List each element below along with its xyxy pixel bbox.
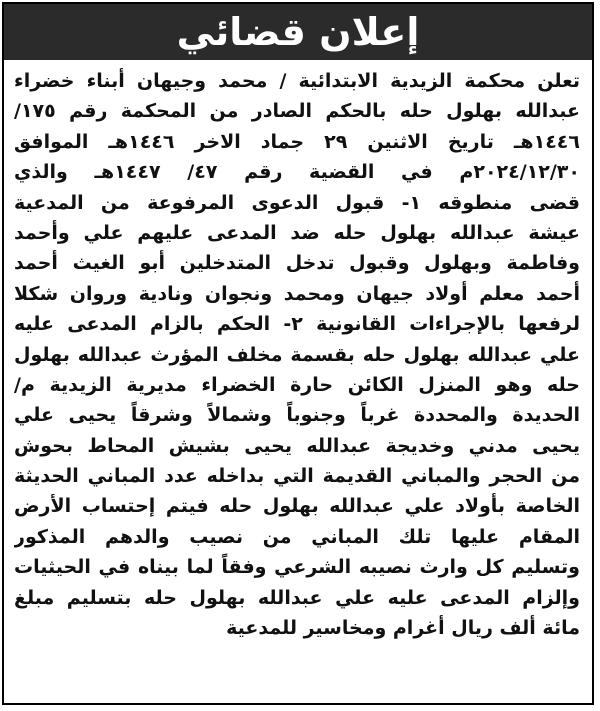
notice-header — [4, 4, 592, 60]
notice-line-9: لرفعها بالإجراءات القانونية ٢- الحكم بالزام المدعى عليه — [14, 313, 580, 336]
notice-line-17: وتسليم كل وارث نصيبه الشرعي وفقاً لما بيناه في الحيثيات — [14, 556, 580, 579]
notice-line-3: ١٤٤٦هـ تاريخ الاثنين ٢٩ جماد الاخر ١٤٤٦هـ الموافق — [14, 130, 580, 153]
notice-line-8: أحمد معلم أولاد جيهان ومحمد ونجوان ونادية وروان شكلا — [14, 282, 580, 305]
notice-line-7: وفاطمة وبهلول وقبول تدخل المتدخلين أبو الغيث أحمد — [14, 252, 580, 275]
notice-line-18: وإلزام المدعى عليه علي عبدالله بهلول حله بتسليم مبلغ — [14, 586, 580, 609]
notice-line-15: الخاصة بأولاد علي عبدالله بهلول حله فيتم إحتساب الأرض — [14, 495, 580, 518]
notice-line-12: الحديدة والمحددة غرباً وجنوباً وشمالاً وشرقاً يحيى علي — [14, 404, 580, 427]
notice-body — [14, 66, 580, 695]
notice-line-19: مائة ألف ريال أغرام ومخاسير للمدعية — [226, 617, 580, 640]
notice-line-10: علي عبدالله بهلول حله بقسمة مخلف المؤرث عبدالله بهلول — [14, 343, 580, 366]
notice-line-16: المقام عليها تلك المباني من نصيب والدهم المذكور — [14, 525, 580, 548]
notice-line-4: ٢٠٢٤/١٢/٣٠م في القضية رقم ٤٧/ ١٤٤٧هـ والذي — [14, 161, 580, 184]
notice-line-11: حله وهو المنزل الكائن حارة الخضراء مديرية الزيدية م/ — [14, 373, 580, 396]
notice-line-6: عيشة عبدالله بهلول حله ضد المدعى عليهم علي وأحمد — [14, 221, 580, 244]
notice-line-14: من الحجر والمباني القديمة التي بداخله عدد المباني الحديثة — [14, 465, 580, 488]
notice-line-5: قضى منطوقه ١- قبول الدعوى المرفوعة من المدعية — [14, 191, 580, 214]
notice-title: إعلان قضائي — [176, 10, 420, 54]
notice-line-1: تعلن محكمة الزيدية الابتدائية / محمد وجيهان أبناء خضراء — [14, 70, 580, 92]
judicial-notice — [2, 2, 594, 705]
notice-line-2: عبدالله بهلول حله بالحكم الصادر من المحكمة رقم ١٧٥/ — [14, 100, 580, 123]
notice-line-13: يحيى مدني وخديجة عبدالله يحيى بشيش المحاط بحوش — [14, 434, 580, 457]
